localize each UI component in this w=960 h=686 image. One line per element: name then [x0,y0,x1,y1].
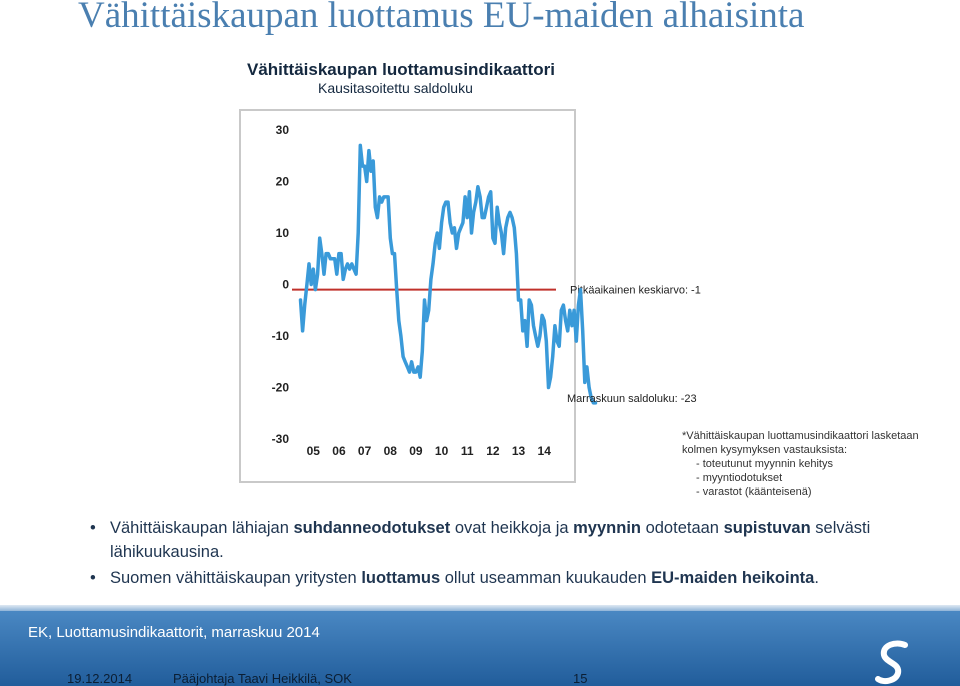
bullet-text: Suomen vähittäiskaupan yritysten [110,569,362,587]
bullet-emphasis: supistuvan [723,519,811,537]
footnote-line: - myyntiodotukset [696,472,783,484]
bullet-emphasis: suhdanneodotukset [293,519,451,537]
x-tick-label: 10 [434,444,449,458]
slide-title: Vähittäiskaupan luottamus EU-maiden alhaisinta [78,0,805,36]
x-tick-label: 09 [409,444,423,458]
s-logo-icon [872,639,912,686]
x-tick-label: 13 [511,444,526,458]
footer-source: EK, Luottamusindikaattorit, marraskuu 2014 [28,624,320,641]
y-tick-label: 30 [275,123,289,137]
bullet-text: Vähittäiskaupan lähiajan [110,519,294,537]
x-tick-label: 07 [357,444,372,458]
bullet-text: . [814,569,819,587]
x-tick-label: 11 [460,444,474,458]
bullet-dot: • [90,519,96,537]
reference-line-label: Pitkäaikainen keskiarvo: -1 [570,284,701,297]
footer-presenter: Pääjohtaja Taavi Heikkilä, SOK [173,671,352,686]
bullet-list [86,516,946,592]
x-tick-label: 14 [537,444,551,458]
bullet-dot: • [90,569,96,587]
y-tick-label: -20 [271,380,289,395]
bullet-text: odotetaan [641,519,724,537]
footer-bar [0,605,960,686]
bullet-item [86,566,946,590]
footnote-line: - toteutunut myynnin kehitys [696,458,833,470]
bullet-text: ovat heikkoja ja [450,519,574,537]
bullet-text: selvästi lähikuukausina. [110,519,871,561]
page-number: 15 [573,671,588,686]
bullet-text: ollut useamman kuukauden [440,569,652,587]
y-tick-label: -30 [271,432,289,446]
y-tick-label: 0 [282,277,289,292]
chart-title: Vähittäiskaupan luottamusindikaattori [247,60,555,79]
chart-subtitle: Kausitasoitettu saldoluku [318,80,473,96]
x-tick-label: 05 [306,444,320,458]
bullet-item [86,516,946,564]
x-tick-label: 06 [332,444,346,458]
footer-date: 19.12.2014 [67,671,133,686]
y-tick-label: -10 [271,329,289,343]
footnote-line: kolmen kysymyksen vastauksista: [682,444,848,456]
latest-value-annotation: Marraskuun saldoluku: -23 [567,393,697,405]
y-tick-label: 10 [275,226,289,240]
x-tick-label: 12 [486,444,500,458]
bullet-emphasis: luottamus [361,569,441,587]
bullet-emphasis: EU-maiden heikointa [651,569,815,587]
series-line [301,145,596,403]
y-tick-label: 20 [275,174,289,189]
bullet-emphasis: myynnin [573,519,641,537]
footnote-line: - varastot (käänteisenä) [696,486,812,498]
x-tick-label: 08 [383,444,397,458]
footnote-line: *Vähittäiskaupan luottamusindikaattori lasketaan [682,430,919,442]
